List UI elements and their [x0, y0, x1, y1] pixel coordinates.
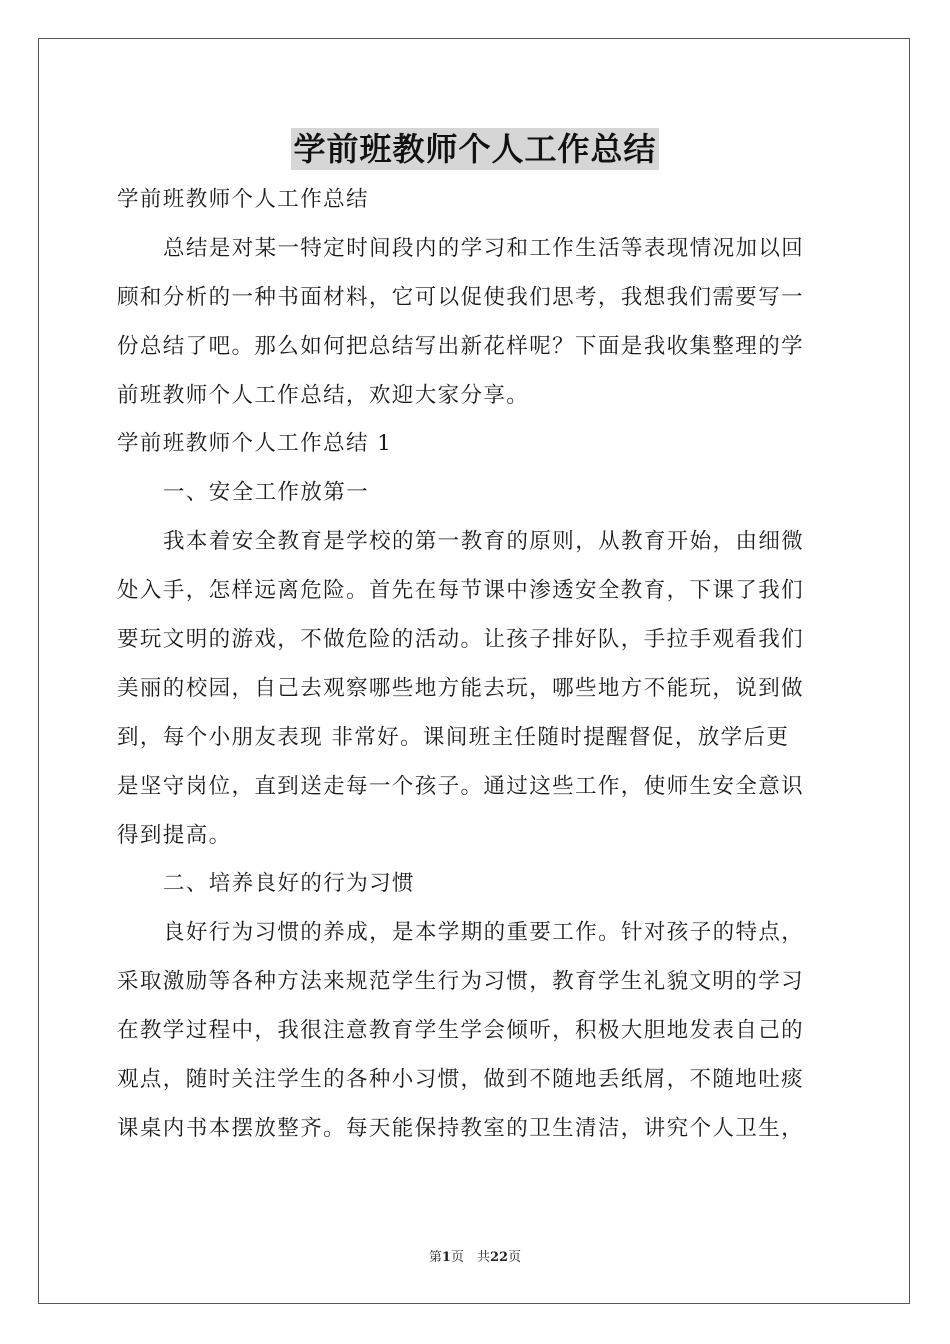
- document-body: [117, 176, 835, 1154]
- text-line: 得到提高。: [117, 822, 232, 848]
- text-line: 良好行为习惯的养成，是本学期的重要工作。针对孩子的特点，: [163, 920, 805, 946]
- text-line: 处入手，怎样远离危险。首先在每节课中渗透安全教育，下课了我们: [117, 578, 805, 604]
- footer-page-number: 1: [441, 1250, 451, 1265]
- text-line: 份总结了吧。那么如何把总结写出新花样呢？下面是我收集整理的学: [117, 333, 805, 359]
- text-line: 学前班教师个人工作总结: [117, 187, 369, 212]
- text-line: 美丽的校园，自己去观察哪些地方能去玩，哪些地方不能玩，说到做: [117, 675, 805, 701]
- footer-total-pages: 22: [489, 1250, 509, 1265]
- text-line: 是坚守岗位，直到送走每一个孩子。通过这些工作，使师生安全意识: [117, 773, 805, 799]
- text-line: 学前班教师个人工作总结 1: [117, 431, 393, 457]
- text-line: 观点，随时关注学生的各种小习惯，做到不随地丢纸屑，不随地吐痰: [117, 1067, 805, 1093]
- footer-middle: 页 共: [450, 1250, 490, 1265]
- text-line: 前班教师个人工作总结，欢迎大家分享。: [117, 382, 530, 408]
- text-line: 采取激励等各种方法来规范学生行为习惯，教育学生礼貌文明的学习: [117, 969, 805, 995]
- text-line: 我本着安全教育是学校的第一教育的原则，从教育开始，由细微: [163, 529, 805, 555]
- text-line: 课桌内书本摆放整齐。每天能保持教室的卫生清洁，讲究个人卫生，: [117, 1115, 805, 1141]
- text-line: 一、安全工作放第一: [163, 480, 370, 506]
- text-line: 顾和分析的一种书面材料，它可以促使我们思考，我想我们需要写一: [117, 284, 805, 310]
- text-line: 到，每个小朋友表现 非常好。课间班主任随时提醒督促，放学后更: [117, 724, 790, 750]
- text-line: 二、培养良好的行为习惯: [163, 871, 415, 897]
- footer-suffix: 页: [508, 1250, 522, 1265]
- text-line: 在教学过程中，我很注意教育学生学会倾听，积极大胆地发表自己的: [117, 1018, 805, 1044]
- title-container: [0, 128, 950, 170]
- document-title: 学前班教师个人工作总结: [293, 130, 657, 168]
- footer-prefix: 第: [428, 1250, 442, 1265]
- page-footer: [0, 1246, 950, 1265]
- text-line: 要玩文明的游戏，不做危险的活动。让孩子排好队，手拉手观看我们: [117, 627, 805, 653]
- text-line: 总结是对某一特定时间段内的学习和工作生活等表现情况加以回: [163, 235, 805, 261]
